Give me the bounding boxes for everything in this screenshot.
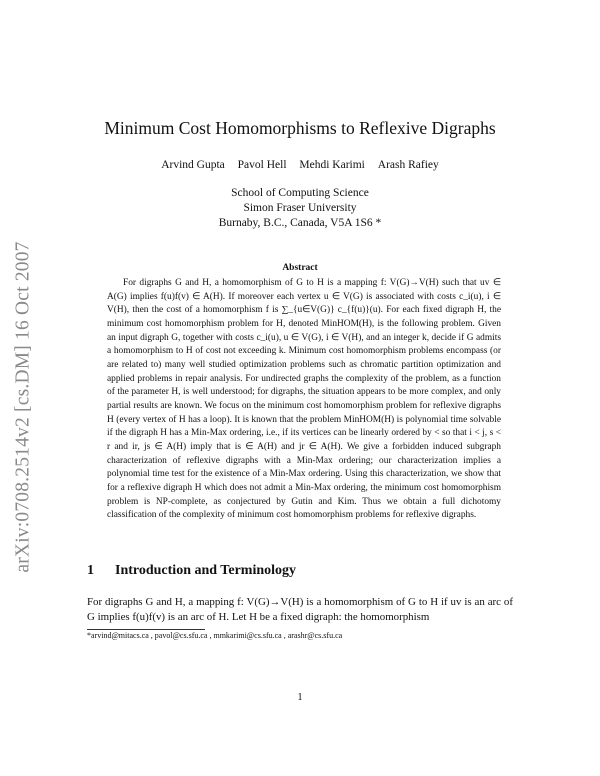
footnote-rule: [87, 629, 205, 630]
affiliation-line: Simon Fraser University: [243, 202, 357, 214]
author-name: Mehdi Karimi: [299, 159, 365, 171]
section-title: Introduction and Terminology: [115, 563, 297, 578]
body-paragraph: For digraphs G and H, a mapping f: V(G)→V(H) is a homomorphism of G to H if uv is an arc of G implies f(u)f(v) is an arc of H. Let H be a fixed digraph: the homomorphism: [87, 596, 513, 623]
section-heading: [87, 563, 517, 579]
abstract-body: For digraphs G and H, a homomorphism of G to H is a mapping f: V(G)→V(H) such that uv ∈ A(G) implies f(u)f(v) ∈ A(H). If moreover each vertex u ∈ V(G) is associated with costs c_i(u), i ∈ V(H), then the cost of a homomorphism f is ∑_{u∈V(G)} c_{f(u)}(u). For each fixed digraph H, the minimum cost homomorphism problem for H, denoted MinHOM(H), is the following problem. Given an input digraph G, together with costs c_i(u), u ∈ V(G), i ∈ V(H), and an integer k, decide if G admits a homomorphism to H of cost not exceeding k. Minimum cost homomorphism problems encompass (or are related to) many well studied optimization problems such as chromatic partition optimization and applied problems in repair analysis. For undirected graphs the complexity of the problem, as a function of the parameter H, is well understood; for digraphs, the situation appears to be more complex, and only partial results are known. We focus on the minimum cost homomorphism problem for reflexive digraphs H (every vertex of H has a loop). It is known that the problem MinHOM(H) is polynomial time solvable if the digraph H has a Min-Max ordering, i.e., if its vertices can be linearly ordered by < so that i < j, s < r and ir, js ∈ A(H) imply that is ∈ A(H) and jr ∈ A(H). We give a forbidden induced subgraph characterization of reflexive digraphs with a Min-Max ordering; our characterization implies a polynomial time test for the existence of a Min-Max ordering. Using this characterization, we show that for a reflexive digraph H which does not admit a Min-Max ordering, the minimum cost homomorphism problem is NP-complete, as conjectured by Gutin and Kim. Thus we obtain a full dichotomy classification of the complexity of minimum cost homomorphism problems for reflexive digraphs.: [107, 278, 501, 521]
author-list: [0, 159, 600, 171]
author-name: Pavol Hell: [237, 159, 287, 171]
affiliation: [0, 186, 600, 231]
abstract-heading: Abstract: [282, 263, 318, 273]
author-name: Arash Rafiey: [377, 159, 439, 171]
page-number: 1: [297, 692, 303, 703]
affiliation-line: Burnaby, B.C., Canada, V5A 1S6 *: [218, 217, 382, 229]
paper-title: Minimum Cost Homomorphisms to Reflexive Digraphs: [104, 118, 496, 138]
affiliation-line: School of Computing Science: [231, 187, 369, 199]
section-number: 1: [87, 563, 94, 578]
footnote: *arvind@mitacs.ca , pavol@cs.sfu.ca , mmkarimi@cs.sfu.ca , arashr@cs.sfu.ca: [87, 631, 343, 640]
author-name: Arvind Gupta: [161, 159, 225, 171]
arxiv-identifier-text: arXiv:0708.2514v2 [cs.DM] 16 Oct 2007: [13, 241, 34, 573]
